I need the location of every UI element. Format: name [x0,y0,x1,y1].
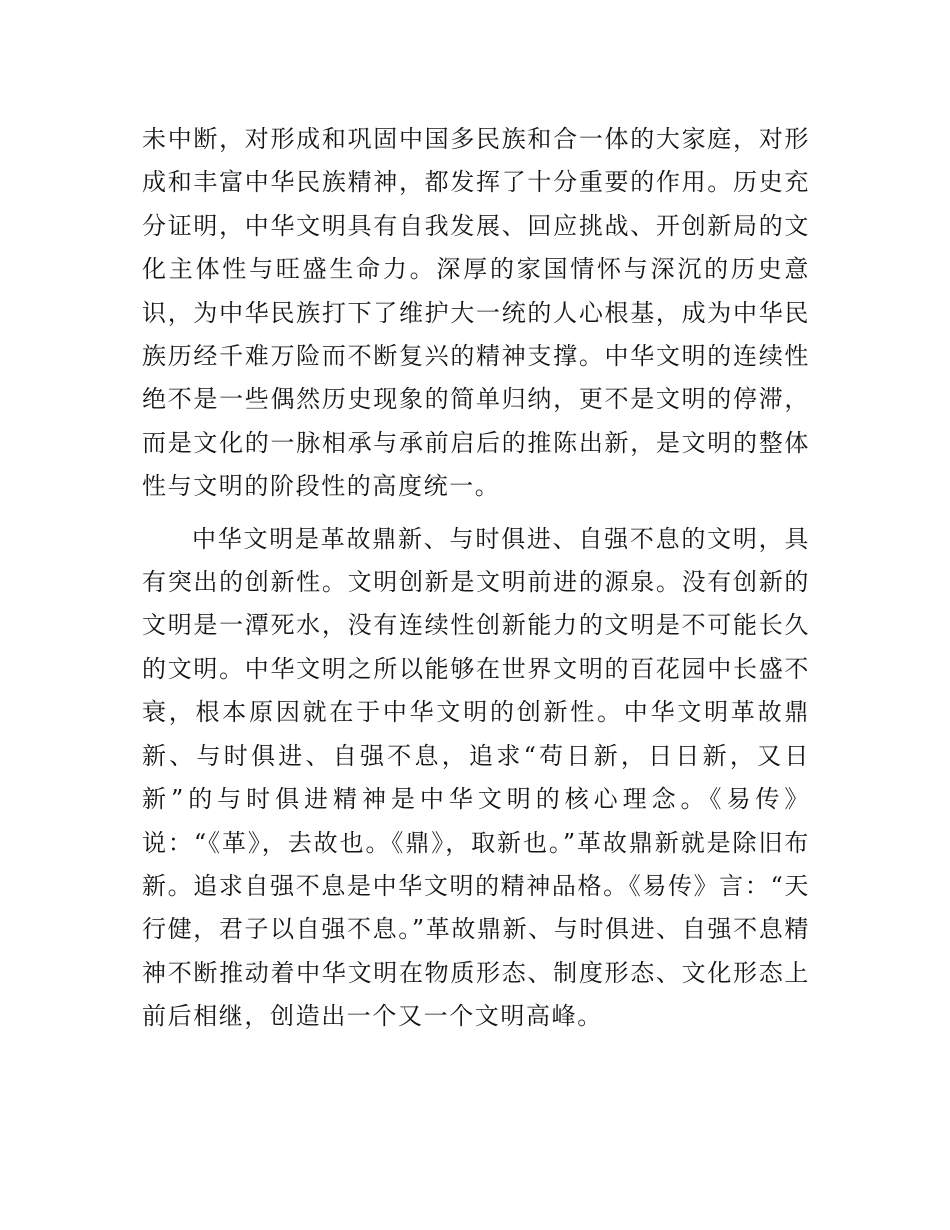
body-text [142,118,810,1039]
paragraph-innovation: 中华文明是革故鼎新、与时俱进、自强不息的文明，具有突出的创新性。文明创新是文明前进的源泉。没有创新的文明是一潭死水，没有连续性创新能力的文明是不可能长久的文明。中华文明之所以能够在世界文明的百花园中长盛不衰，根本原因就在于中华文明的创新性。中华文明革故鼎新、与时俱进、自强不息，追求“苟日新，日日新，又日新”的与时俱进精神是中华文明的核心理念。《易传》说：“《革》，去故也。《鼎》，取新也。”革故鼎新就是除旧布新。追求自强不息是中华文明的精神品格。《易传》言：“天行健，君子以自强不息。”革故鼎新、与时俱进、自强不息精神不断推动着中华文明在物质形态、制度形态、文化形态上前后相继，创造出一个又一个文明高峰。 [142,524,810,1031]
paragraph-continuation: 未中断，对形成和巩固中国多民族和合一体的大家庭，对形成和丰富中华民族精神，都发挥了十分重要的作用。历史充分证明，中华文明具有自我发展、回应挑战、开创新局的文化主体性与旺盛生命力。深厚的家国情怀与深沉的历史意识，为中华民族打下了维护大一统的人心根基，成为中华民族历经千难万险而不断复兴的精神支撑。中华文明的连续性绝不是一些偶然历史现象的简单归纳，更不是文明的停滞，而是文化的一脉相承与承前启后的推陈出新，是文明的整体性与文明的阶段性的高度统一。 [142,125,810,501]
